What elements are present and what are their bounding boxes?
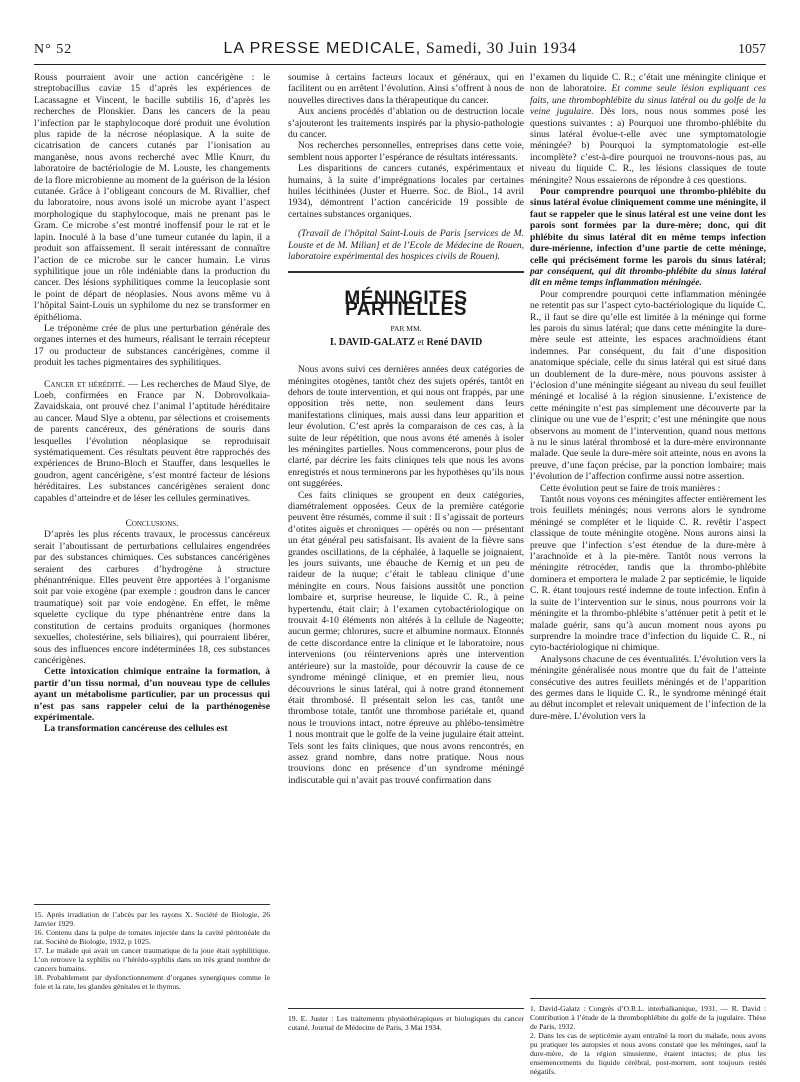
paragraph: soumise à certains facteurs locaux et généraux, qui en facilitent ou en arrêtent l’évolution. Ainsi s’offrent à nous de nouvelles directives dans la thérapeutique du cancer. xyxy=(288,72,524,106)
column-right xyxy=(530,72,766,722)
journal-title: LA PRESSE MEDICALE, xyxy=(223,40,422,57)
footnotes-right xyxy=(530,1004,766,1076)
section-run-in-head: Cancer et hérédité. xyxy=(44,378,126,390)
header-rule xyxy=(34,64,766,65)
issue-date: Samedi, 30 Juin 1934 xyxy=(425,40,577,57)
paragraph-text: — Les recherches de Maud Slye, de Loeb, confirmées en France par N. Dobrovolkaia-Zavaidskaia, ont prouvé chez l’animal l’aptitude héréditaire au cancer. Maud Slye a obtenu, par sélections et croisements de parents cancéreux, des générations de souris dans lesquelles l’évolution néoplasique se reproduisait systématiquement. Ces résultats peuvent être rapprochés des expériences de Bruno-Bloch et Stauffer, dans lesquelles le goudron, agent cancérigène, s’est montré facteur de lésions héréditaires. Les substances cancérigènes seraient donc capables d’atteindre et de léser les cellules germinatives. xyxy=(34,378,270,504)
article-title: MÉNINGITES PARTIELLES xyxy=(344,287,468,320)
footnotes-middle xyxy=(288,1014,524,1032)
footnote-rule xyxy=(34,904,270,905)
work-credit: (Travail de l’hôpital Saint-Louis de Paris [services de M. Louste et de M. Milian] et de l’Ecole de Médecine de Rouen, laboratoire expérimental des hospices civils de Rouen). xyxy=(288,228,524,263)
paragraph-text: Dès lors, nous nous sommes posé les questions suivantes : a) Pourquoi une thrombo-phlébite du sinus latéral évolue-t-elle avec une symptomatologie méningée? b) Pourquoi la symptomatologie est-elle incomplète? c’est-à-dire pourquoi ne trouvons-nous pas, au niveau du liquide C. R., les lésions classiques de toute méningite? Nous essaierons de répondre à ces questions. xyxy=(530,106,767,186)
footnote-rule xyxy=(288,1008,524,1009)
emphasis-text: Et comme seule lésion expliquant ces faits, une thrombophlébite du sinus latéral ou du golfe de la veine jugulaire. xyxy=(530,83,766,118)
page-number: 1057 xyxy=(738,42,766,57)
section-heading: Conclusions. xyxy=(125,518,179,530)
paragraph-text: l’examen du liquide C. R.; c’était une méningite clinique et non de laboratoire. xyxy=(530,72,766,95)
emphasis-text: par conséquent, qui dit thrombo-phlébite du sinus latéral dit en même temps inflammation méningée. xyxy=(530,265,766,289)
journal-masthead xyxy=(34,40,766,58)
paragraph: Pour comprendre pourquoi cette inflammation méningée ne retentit pas sur l’aspect cyto-bactériologique du liquide C. R., il faut se dire qu’elle est limitée à la méninge qui forme les parois du sinus latéral; que dans cette méningite la dure-mère seule est atteinte, les espaces arachnoïdiens étant indemnes. Par conséquent, du fait d’une disposition anatomique spéciale, celle du sinus latéral qui est situé dans un doublement de la dure-mère, nous pouvons assister à l’éclosion d’une méningite siégeant au niveau du seul feuillet méningé et localisé à la région sinusienne. L’existence de cette méningite n’est pas simplement une découverte par la clinique ou une vue de l’esprit; c’est une méningite que nous observons au moment de l’intervention, quand nous mettons à nu le sinus latéral thrombosé et la dure-mère environnante malade. Que seule la dure-mère soit atteinte, nous en avons la preuve, d’une façon précise, par la ponction lombaire; mais l’évolution de l’affection confirme aussi notre assertion. xyxy=(530,288,766,483)
paragraph: La transformation cancéreuse des cellules est xyxy=(44,723,228,735)
footnote: 17. Le malade qui avait un cancer traumatique de la joue était syphilitique. L’on retrouve la syphilis ou l’hérédo-syphilis dans un très grand nombre de cancers humains. xyxy=(34,946,270,973)
column-left xyxy=(34,72,270,735)
footnote: 2. Dans les cas de septicémie ayant entraîné la mort du malade, nous avons pu pratiquer les autopsies et nous avons constaté que les méninges, sauf la dure-mère, de la région sinusienne, étaient intactes; de plus les ensemencements du liquide cérébral, post-mortem, sont toujours restés négatifs. xyxy=(530,1031,766,1076)
paragraph xyxy=(530,72,766,186)
footnote: 1. David-Galatz : Congrès d’O.R.L. interbalkanique, 1931. — R. David : Contribution à l’étude de la thrombophlébite du golfe de la jugulaire. Thèse de Paris, 1932. xyxy=(530,1004,766,1031)
page-header xyxy=(34,40,766,62)
paragraph-text: Pour comprendre pourquoi une thrombo-phlébite du sinus latéral évolue cliniquement comme une méningite, il faut se rappeler que le sinus latéral est une veine dont les parois sont formées par la dure-mère; donc, qui dit phlébite du sinus latéral dit en même temps infection dure-mérienne, infection d’une partie de cette méninge, celle qui précisément forme les parois du sinus latéral; xyxy=(530,186,766,266)
byline-par: PAR MM. xyxy=(390,324,422,334)
paragraph: Tantôt nous voyons ces méningites affecter entièrement les trois feuillets méningés; nous verrons alors le syndrome méningé se compléter et le liquide C. R. revêtir l’aspect classique de toute méningite otogène. Nous aurons ainsi la preuve que l’infection s’est étendue de la dure-mère à l’arachnoïde et à la pie-mère. Tantôt nous verrons la méningite rétrocéder, tandis que la thrombo-phlébite dominera et emportera le malade 2 par septicémie, le liquide C. R. étant toujours resté indemne de toute infection. Enfin à la suite de l’intervention sur le sinus, nous pourrons voir la méningite et la thrombo-phlébite s’atténuer petit à petit et le malade guérir, sans qu’à aucun moment nous ayons pu surprendre la moindre trace d’infection du liquide C. R., ni cyto-bactériologique ni chimique. xyxy=(530,494,766,654)
paragraph: Cette intoxication chimique entraîne la formation, à partir d’un tissu normal, d’un nouveau type de cellules ayant un métabolisme particulier, par un processus qui n’est pas sans rappeler celui de la parthénogenèse expérimentale. xyxy=(34,666,270,723)
footnote-rule xyxy=(530,998,766,999)
footnotes-left xyxy=(34,910,270,991)
paragraph: Rouss pourraient avoir une action cancérigène : le streptobacillus caviæ 15 d’après les expériences de Lacassagne et Vincent, le bacille subtilis 16, d’après les recherches de Plonskier. Dans les cancers de la peau l’infection par le staphylocoque doré produit une évolution plus rapide de la nécrose néoplasique. A la suite de cicatrisation de cancers cutanés par l’ionisation au manganèse, nous avons recherché avec Mlle Knurr, du laboratoire de bactériologie de M. Louste, les changements de la flore microbienne au moment de la guérison de la lésion cutanée. Grâce à l’obligeant concours de M. Rivallier, chef du laboratoire, nous avons isolé un microbe ayant l’aspect morphologique du staphylocoque, mais ne prenant pas le Gram. Ce microbe s’est montré inoffensif pour le rat et le lapin. Inoculé à la base d’une tumeur cutanée du lapin, il a produit son affaissement. Il serait intéressant de connaître l’action de ce microbe sur le cancer humain. Le virus syphilitique joue un rôle indéniable dans la production du cancer. Des lésions syphilitiques comme la leucoplasie sont le point de départ de néoplasies. Nous avons même vu à l’hôpital Saint-Louis un syphilome du nez se transformer en épithélioma. xyxy=(34,72,270,323)
author-name: I. DAVID-GALATZ xyxy=(329,336,416,348)
footnote: 18. Probablement par dysfonctionnement d’organes synergiques comme le foie et la rate, les glandes génitales et le thymus. xyxy=(34,973,270,991)
author-name: René DAVID xyxy=(426,336,483,348)
paragraph: Nos recherches personnelles, entreprises dans cette voie, semblent nous apporter l’espérance de résultats intéressants. xyxy=(288,140,524,163)
footnote: 19. E. Juster : Les traitements physiothérapiques et biologiques du cancer cutané. Journal de Médecine de Paris, 3 Mai 1934. xyxy=(288,1014,524,1032)
article-authors xyxy=(288,337,524,348)
footnote: 15. Après irradiation de l’abcès par les rayons X. Société de Biologie, 26 Janvier 1929. xyxy=(34,910,270,928)
paragraph xyxy=(530,186,766,289)
column-middle xyxy=(288,72,524,786)
paragraph: Analysons chacune de ces éventualités. L’évolution vers la méningite généralisée nous montre que du fait de l’atteinte consécutive des autres feuillets méningés et de l’apparition des germes dans le liquide C. R., le syndrome méningé était au début incomplet et relevait uniquement de l’infection de la dure-mère. L’évolution vers la xyxy=(530,653,766,722)
issue-number: N° 52 xyxy=(34,42,73,57)
footnote: 16. Contenu dans la pulpe de tomates injectée dans la cavité péritonéale du rat. Société de Biologie, 1932, p 1025. xyxy=(34,928,270,946)
paragraph: Nous avons suivi ces dernières années deux catégories de méningites otogènes, tantôt chez des sujets opérés, tantôt en dehors de toute intervention, et qui nous ont frappés, par une opposition très nette, non seulement dans leurs manifestations cliniques, mais aussi dans leur apparition et leur évolution. C’est après la comparaison de ces cas, à la suite de leur répétition, que nous avons été amenés à isoler les méningites partielles. Nous commencerons, pour plus de clarté, par décrire les faits cliniques tels que nous les avons enregistrés et nous terminerons par les hypothèses qu’ils nous ont suggérées. xyxy=(288,364,524,490)
paragraph: D’après les plus récents travaux, le processus cancéreux serait l’aboutissant de perturbations cellulaires engendrées par des substances chimiques. Ces substances cancérigènes seraient des carbures d’hydrogène à structure phénantrénique. Elles peuvent être apportées à l’organisme soit par voie exogène (par exemple : goudron dans le cancer traumatique) soit par voie endogène. En effet, le même squelette cyclique du type phénantrène entre dans la constitution de certains produits organiques (hormones sexuelles, cholestérine, sels biliaires), qui pourraient libérer, sous des influences encore indéterminées 18, ces substances cancérigènes. xyxy=(34,529,270,666)
paragraph: Cette évolution peut se faire de trois manières : xyxy=(540,482,721,494)
paragraph: Aux anciens procédés d’ablation ou de destruction locale s’ajouteront les traitements inspirés par la physio-pathologie du cancer. xyxy=(288,106,524,141)
paragraph: Ces faits cliniques se groupent en deux catégories, diamétralement opposées. Ceux de la première catégorie peuvent être résumés, comme il suit : Il s’agissait de porteurs d’otites aiguës et chroniques — opérés ou non — présentant un état général peu satisfaisant. Ils avaient de la fièvre sans grandes oscillations, de la céphalée, à laquelle se joignaient, les jours suivants, une ébauche de Kernig et un peu de raideur de la nuque; c’était le tableau clinique d’une méningite en cours. Nous faisions aussitôt une ponction lombaire et, surprise heureuse, le liquide C. R., à peine hypertendu, était clair; à l’examen cytobactériologique on trouvait 4-10 éléments non altérés à la cellule de Nageotte; aucun germe; chlorures, sucre et albumine normaux. Etonnés de cette discordance entre la clinique et le laboratoire, nous intervenions (ou réintervenions après une intervention antérieure) sur la mastoïde, pour découvrir la cause de ce syndrome méningé clinique, et en premier lieu, nous découvrions le sinus latéral, qui à notre grand étonnement était thrombosé. Il présentait selon les cas, tantôt une thrombose totale, tantôt une thrombose pariétale et, quand nous le trouvions intact, notre épreuve au phlébo-tensimètre 1 nous montrait que le golfe de la veine jugulaire était atteint. Tels sont les faits cliniques, que nous avons rencontrés, en assez grand nombre, dans notre pratique. Nous nous trouvions donc en présence d’un syndrome méningé indiscutable qui n’avait pas trouvé confirmation dans xyxy=(288,489,524,786)
article-divider xyxy=(288,271,524,273)
paragraph: Le tréponème crée de plus une perturbation générale des organes internes et des humeurs, réalisant le terrain récepteur 17 ou producteur de substances cancérigènes, comme il produit les taches pigmentaires des syphilitiques. xyxy=(34,322,270,369)
paragraph xyxy=(34,379,270,504)
author-conjunction: et xyxy=(417,336,425,347)
paragraph: Les disparitions de cancers cutanés, expérimentaux et humains, à la suite d’imprégnations locales par certaines huiles lécithinées (Juster et Huerre. Soc. de Biol., 14 avril 1934), démontrent l’action cancéricide 19 possible de certaines substances organiques. xyxy=(288,163,524,220)
